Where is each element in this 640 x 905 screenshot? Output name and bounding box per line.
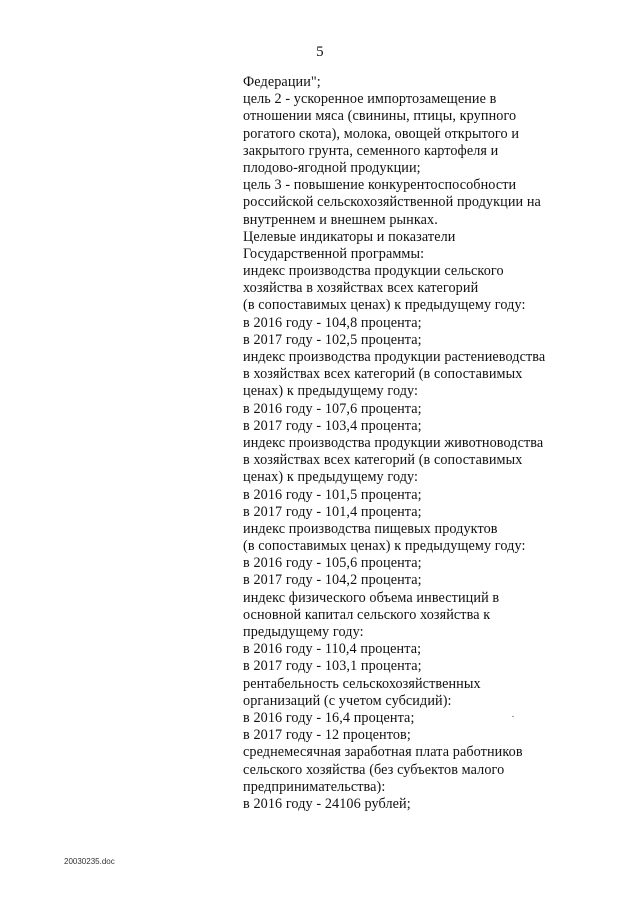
- text-line: ценах) к предыдущему году:: [243, 469, 419, 486]
- text-line: плодово-ягодной продукции;: [243, 159, 421, 176]
- text-line: российской сельскохозяйственной продукции на: [243, 194, 541, 211]
- text-line: цель 3 - повышение конкурентоспособности: [243, 177, 517, 194]
- text-line: в 2017 году - 12 процентов;: [243, 727, 411, 744]
- text-line: предпринимательства):: [243, 778, 386, 795]
- text-line: организаций (с учетом субсидий):: [243, 692, 452, 709]
- text-line: внутреннем и внешнем рынках.: [243, 211, 438, 228]
- text-line: в 2017 году - 104,2 процента;: [243, 572, 422, 589]
- text-line: рентабельность сельскохозяйственных: [243, 675, 481, 692]
- text-line: в 2016 году - 104,8 процента;: [243, 314, 422, 331]
- text-line: в 2017 году - 103,1 процента;: [243, 658, 422, 675]
- scan-speck: [512, 716, 514, 717]
- text-line: в 2016 году - 110,4 процента;: [243, 641, 422, 658]
- text-line: сельского хозяйства (без субъектов малого: [243, 761, 505, 778]
- text-line: индекс производства продукции растениеводства: [243, 349, 546, 365]
- text-line: среднемесячная заработная плата работников: [243, 744, 523, 761]
- text-line: индекс производства пищевых продуктов: [243, 520, 498, 537]
- text-line: хозяйства в хозяйствах всех категорий: [243, 280, 479, 297]
- text-line: ценах) к предыдущему году:: [243, 383, 419, 400]
- text-line: индекс физического объема инвестиций в: [243, 589, 500, 606]
- text-line: в 2016 году - 107,6 процента;: [243, 400, 422, 417]
- text-line: в 2016 году - 105,6 процента;: [243, 555, 422, 572]
- text-line: в 2016 году - 101,5 процента;: [243, 486, 422, 503]
- text-line: (в сопоставимых ценах) к предыдущему году:: [243, 538, 526, 555]
- text-line: цель 2 - ускоренное импортозамещение в: [243, 91, 497, 108]
- text-line: в 2017 году - 102,5 процента;: [243, 331, 422, 348]
- page-number: 5: [316, 44, 324, 60]
- text-line: отношении мяса (свинины, птицы, крупного: [243, 108, 517, 125]
- text-line: индекс производства продукции сельского: [243, 263, 504, 280]
- text-line: в 2017 году - 101,4 процента;: [243, 503, 422, 520]
- text-line: в хозяйствах всех категорий (в сопоставимых: [243, 452, 523, 469]
- footer-filename: 20030235.doc: [64, 857, 115, 866]
- text-line: в 2017 году - 103,4 процента;: [243, 417, 422, 434]
- text-line: в 2016 году - 16,4 процента;: [243, 709, 415, 726]
- document-body: [243, 74, 573, 813]
- text-line: (в сопоставимых ценах) к предыдущему году:: [243, 297, 526, 314]
- text-line: Государственной программы:: [243, 245, 425, 262]
- text-line: основной капитал сельского хозяйства к: [243, 606, 491, 623]
- text-line: закрытого грунта, семенного картофеля и: [243, 142, 499, 159]
- text-line: предыдущему году:: [243, 624, 364, 640]
- text-line: рогатого скота), молока, овощей открытого и: [243, 125, 520, 142]
- text-line: индекс производства продукции животноводства: [243, 434, 544, 451]
- text-line: в хозяйствах всех категорий (в сопоставимых: [243, 366, 523, 383]
- text-line: в 2016 году - 24106 рублей;: [243, 795, 411, 812]
- text-line: Целевые индикаторы и показатели: [243, 228, 456, 245]
- text-line: Федерации";: [243, 74, 321, 90]
